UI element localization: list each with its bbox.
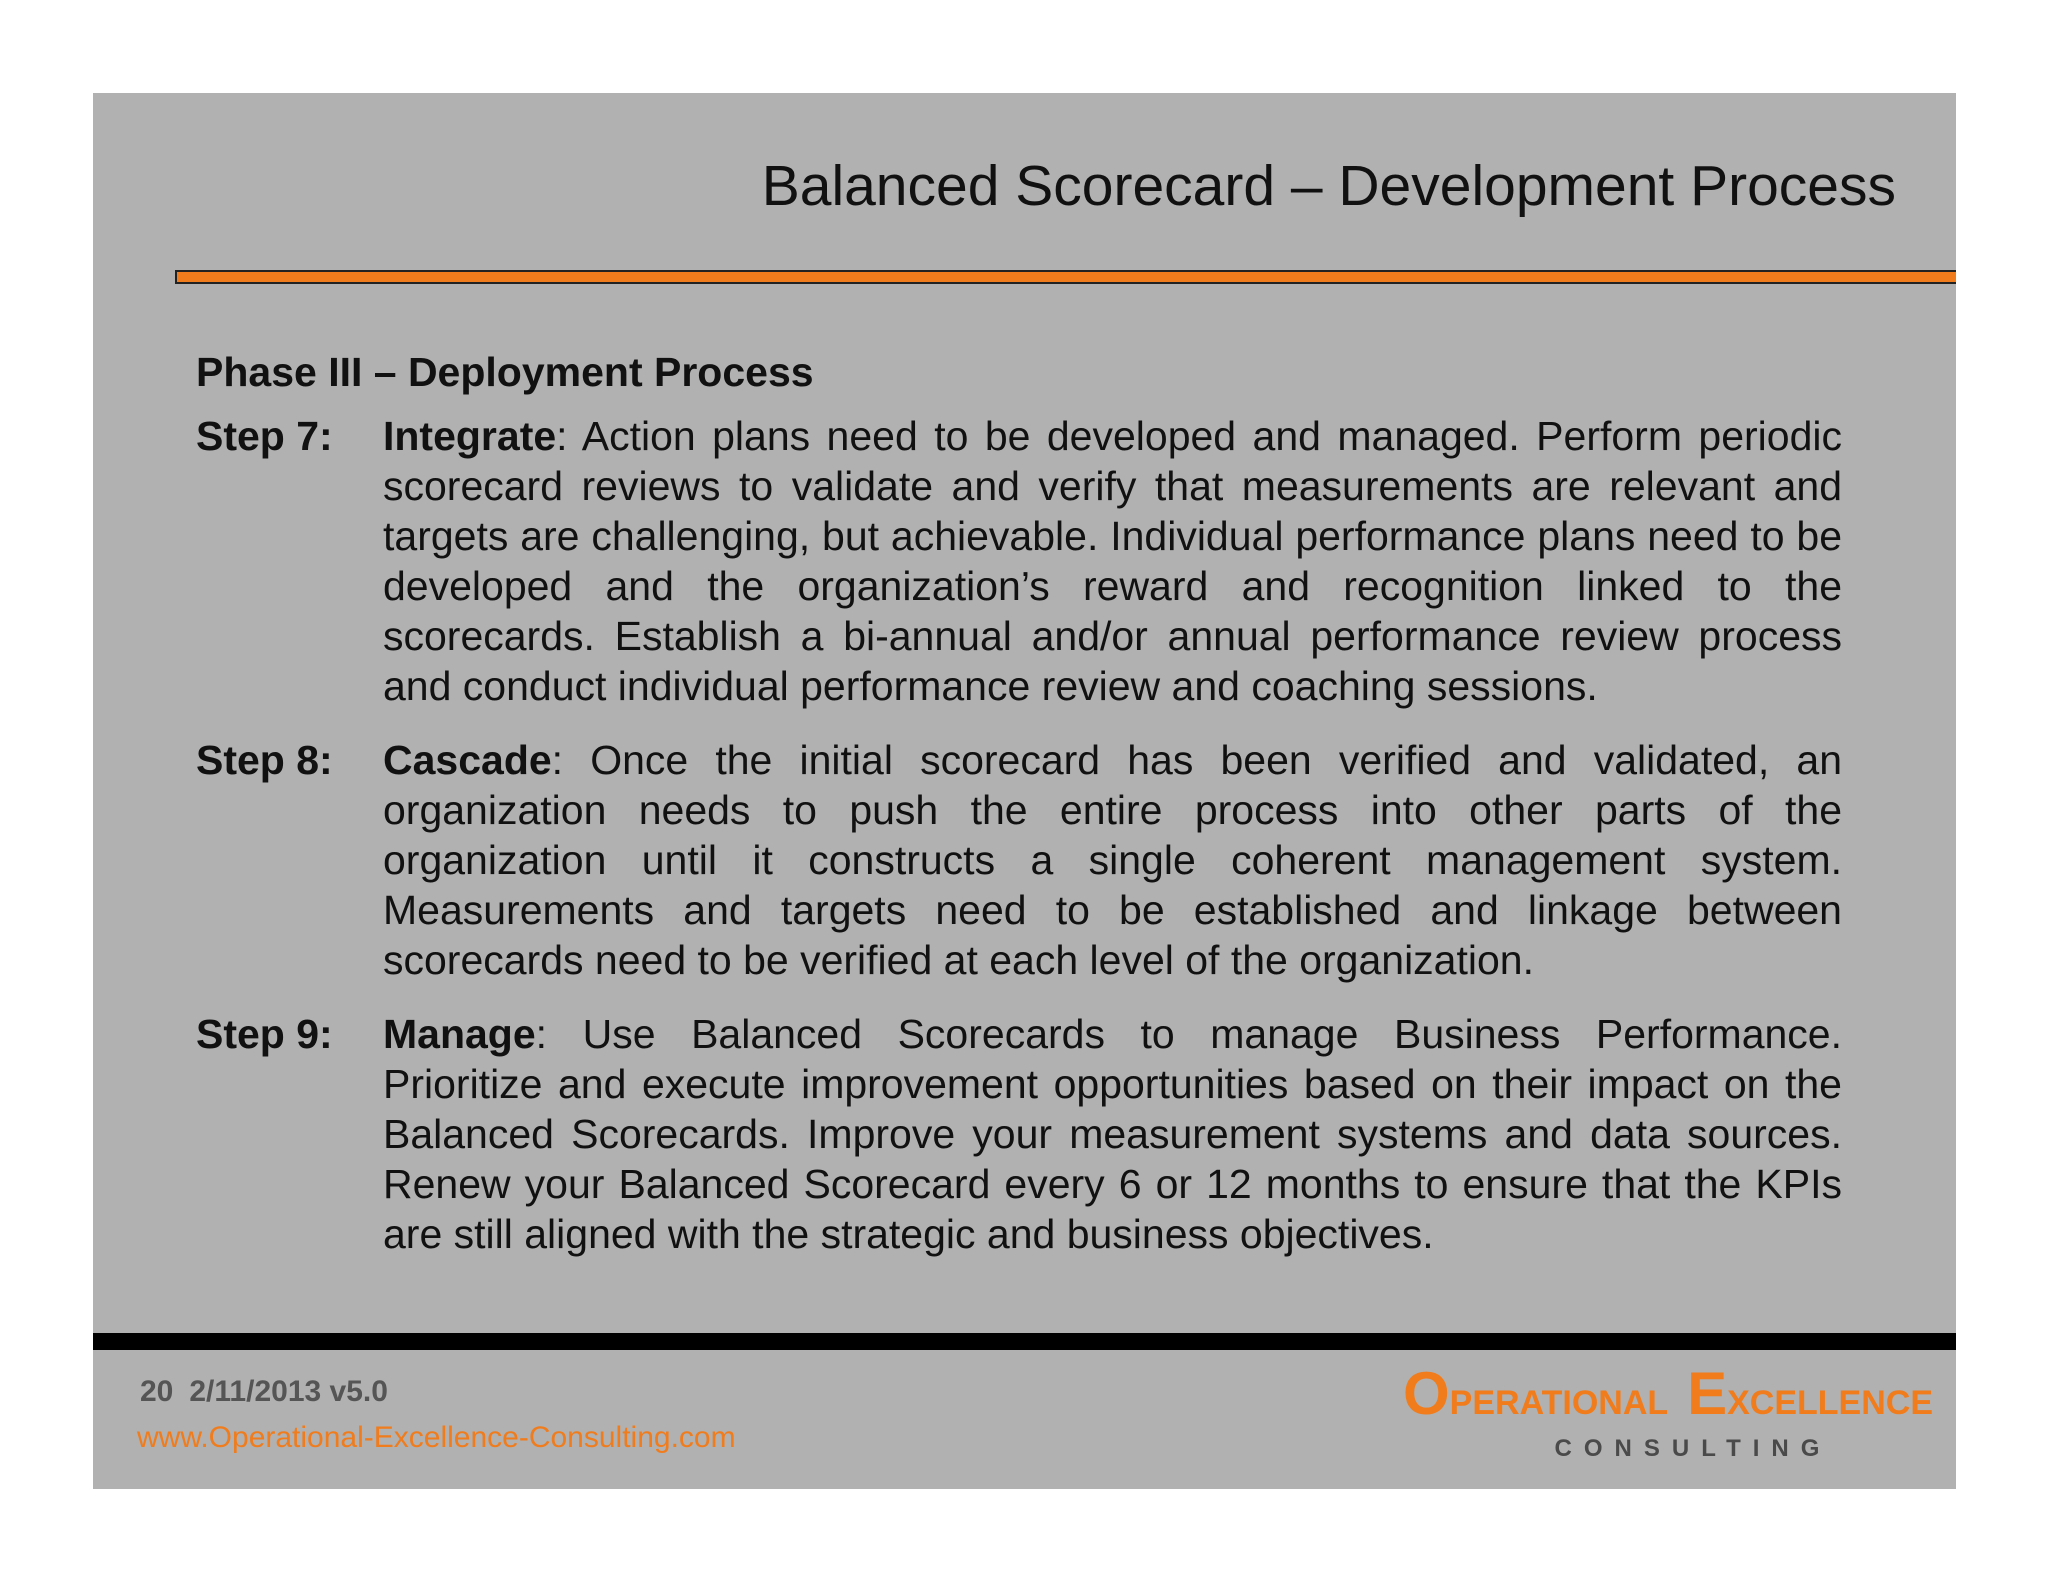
footer-divider bbox=[93, 1333, 1956, 1350]
step-keyword: Cascade bbox=[383, 737, 552, 784]
step-label: Step 9: bbox=[196, 1011, 333, 1058]
step-description bbox=[383, 735, 1842, 985]
step-label: Step 8: bbox=[196, 737, 333, 784]
step-keyword: Manage bbox=[383, 1011, 536, 1058]
phase-heading: Phase III – Deployment Process bbox=[196, 349, 814, 395]
step-8 bbox=[196, 735, 1846, 985]
step-body: : Action plans need to be developed and managed. Perform periodic scorecard reviews to validate and verify that measurements are relevant and targets are challenging, but achievable. Individual performance plans need to be developed and the organization’s reward and recognition linked to the scorecards. Establish a bi-annual and/or annual performance review process and conduct individual performance review and coaching sessions. bbox=[383, 413, 1842, 710]
step-9 bbox=[196, 1009, 1846, 1259]
slide-title: Balanced Scorecard – Development Process bbox=[761, 154, 1896, 218]
date-version: 2/11/2013 v5.0 bbox=[189, 1375, 388, 1408]
title-divider bbox=[175, 270, 1956, 284]
logo-wordmark: OPERATIONAL EXCELLENCE bbox=[1403, 1360, 1934, 1427]
step-keyword: Integrate bbox=[383, 413, 557, 460]
step-body: : Use Balanced Scorecards to manage Business Performance. Prioritize and execute improvement opportunities based on their impact on the Balanced Scorecards. Improve your measurement systems and data sources. Renew your Balanced Scorecard every 6 or 12 months to ensure that the KPIs are still aligned with the strategic and business objectives. bbox=[383, 1011, 1842, 1258]
step-7 bbox=[196, 411, 1846, 711]
slide bbox=[93, 93, 1956, 1489]
slide-content bbox=[196, 348, 1846, 1283]
step-description bbox=[383, 411, 1842, 711]
logo-subtitle: CONSULTING bbox=[1554, 1435, 1832, 1462]
step-label: Step 7: bbox=[196, 413, 333, 460]
company-logo bbox=[1403, 1360, 1934, 1463]
step-description bbox=[383, 1009, 1842, 1259]
page-number: 20 bbox=[140, 1375, 174, 1408]
page-info bbox=[140, 1375, 388, 1409]
step-body: : Once the initial scorecard has been verified and validated, an organization needs to push the entire process into other parts of the organization until it constructs a single coherent management system. Measurements and targets need to be established and linkage between scorecards need to be verified at each level of the organization. bbox=[383, 737, 1842, 984]
website-link[interactable]: www.Operational-Excellence-Consulting.com bbox=[137, 1421, 736, 1454]
